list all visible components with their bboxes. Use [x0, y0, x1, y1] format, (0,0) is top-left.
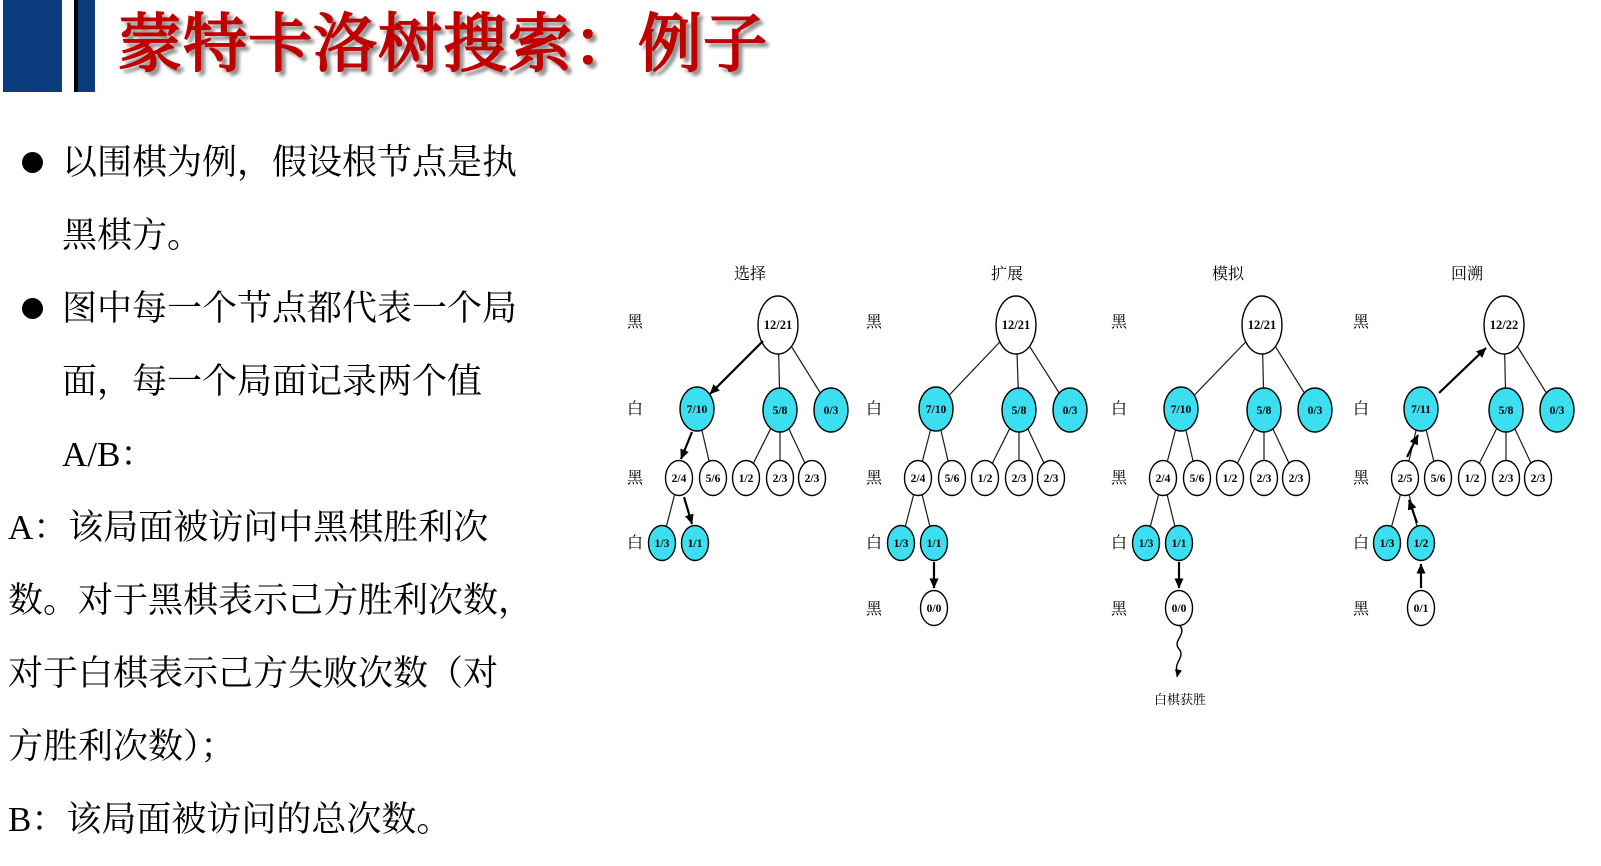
node-value: 5/6 [1430, 473, 1446, 486]
node-value: 2/3 [1288, 473, 1304, 486]
mcts-tree-3 [1084, 248, 1334, 758]
text-line-content: 方胜利次数）； [8, 727, 236, 766]
row-label: 黑 [1352, 601, 1370, 618]
node-value: 5/8 [1498, 405, 1514, 418]
node-value: 0/3 [1549, 405, 1565, 418]
tree-phase-title: 选择 [733, 266, 767, 283]
tree-phase-title: 模拟 [1211, 266, 1245, 283]
row-label: 白 [865, 535, 883, 552]
node-value: 0/3 [1307, 405, 1323, 418]
text-line-content: 对于白棋表示己方失败次数（对 [8, 654, 499, 693]
row-label: 黑 [1352, 470, 1370, 487]
row-label: 黑 [865, 470, 883, 487]
header-accent-bar [74, 0, 95, 92]
node-value: 2/4 [910, 473, 926, 486]
node-value: 1/3 [1379, 538, 1395, 551]
node-value: 1/3 [1138, 538, 1154, 551]
row-label: 白 [1110, 401, 1128, 418]
row-label: 黑 [1110, 314, 1128, 331]
node-value: 1/2 [738, 473, 754, 486]
mcts-tree-1 [600, 248, 850, 758]
node-value: 1/2 [1222, 473, 1238, 486]
node-value: 2/4 [671, 473, 687, 486]
node-value: 0/0 [1171, 603, 1187, 616]
node-value: 2/3 [1011, 473, 1027, 486]
simulation-wavy-arrow [1176, 626, 1181, 677]
row-label: 黑 [865, 314, 883, 331]
node-value: 1/1 [1171, 538, 1187, 551]
node-value: 2/3 [804, 473, 820, 486]
tree-phase-title: 回溯 [1450, 266, 1484, 283]
node-value: 2/3 [1256, 473, 1272, 486]
node-value: 1/3 [893, 538, 909, 551]
text-line [8, 783, 618, 856]
bullet-icon [22, 152, 43, 173]
node-value: 1/1 [687, 538, 703, 551]
row-label: 黑 [1352, 314, 1370, 331]
mcts-tree-4 [1326, 248, 1576, 758]
text-line-content: 面，每一个局面记录两个值 [62, 362, 483, 401]
node-value: 12/21 [1247, 318, 1277, 333]
node-value: 1/3 [654, 538, 670, 551]
node-value: 1/1 [926, 538, 942, 551]
header-accent-block [3, 0, 62, 92]
node-value: 2/3 [1498, 473, 1514, 486]
node-value: 5/6 [944, 473, 960, 486]
row-label: 黑 [1110, 601, 1128, 618]
bullet-line [8, 126, 618, 199]
node-value: 1/2 [977, 473, 993, 486]
step-arrow [710, 341, 763, 394]
node-value: 5/6 [1189, 473, 1205, 486]
text-line-content: 黑棋方。 [62, 216, 203, 255]
node-value: 12/22 [1489, 318, 1519, 333]
step-arrow [684, 497, 692, 524]
row-label: 黑 [626, 314, 644, 331]
tree-phase-title: 扩展 [990, 266, 1024, 283]
node-value: 0/1 [1413, 603, 1429, 616]
node-value: 7/10 [925, 404, 947, 417]
row-label: 白 [626, 401, 644, 418]
node-value: 2/3 [1043, 473, 1059, 486]
step-arrow [1439, 348, 1486, 393]
node-value: 12/21 [1001, 318, 1031, 333]
step-arrow [1409, 500, 1417, 523]
node-value: 2/4 [1155, 473, 1171, 486]
node-value: 2/5 [1397, 473, 1413, 486]
node-value: 0/3 [1062, 405, 1078, 418]
node-value: 1/2 [1464, 473, 1480, 486]
text-line-content: B：该局面被访问的总次数。 [8, 800, 452, 839]
row-label: 黑 [626, 470, 644, 487]
step-arrow [681, 432, 692, 459]
node-value: 5/8 [772, 405, 788, 418]
slide-title: 蒙特卡洛树搜索：例子 [118, 8, 768, 80]
node-value: 1/2 [1413, 538, 1429, 551]
text-line-content: A/B： [62, 435, 156, 474]
row-label: 黑 [1110, 470, 1128, 487]
node-value: 7/10 [1170, 404, 1192, 417]
node-value: 0/0 [926, 603, 942, 616]
row-label: 白 [865, 401, 883, 418]
row-label: 白 [1110, 535, 1128, 552]
mcts-tree-2 [839, 248, 1089, 758]
node-value: 0/3 [823, 405, 839, 418]
node-value: 12/21 [763, 318, 793, 333]
text-line-content: 以围棋为例，假设根节点是执 [62, 143, 518, 182]
node-value: 5/6 [705, 473, 721, 486]
node-value: 2/3 [1530, 473, 1546, 486]
node-value: 5/8 [1256, 405, 1272, 418]
row-label: 白 [626, 535, 644, 552]
row-label: 白 [1352, 535, 1370, 552]
node-value: 2/3 [772, 473, 788, 486]
node-value: 7/10 [686, 404, 708, 417]
mcts-diagram [0, 248, 1601, 763]
text-line-content: 数。对于黑棋表示己方胜利次数， [8, 581, 534, 620]
row-label: 白 [1352, 401, 1370, 418]
text-line-content: A：该局面被访问中黑棋胜利次 [8, 508, 489, 547]
text-line-content: 图中每一个节点都代表一个局 [62, 289, 518, 328]
simulation-result-label: 白棋获胜 [1153, 692, 1207, 707]
node-value: 5/8 [1011, 405, 1027, 418]
node-value: 7/11 [1411, 404, 1431, 417]
step-arrow [1407, 435, 1418, 457]
row-label: 黑 [865, 601, 883, 618]
